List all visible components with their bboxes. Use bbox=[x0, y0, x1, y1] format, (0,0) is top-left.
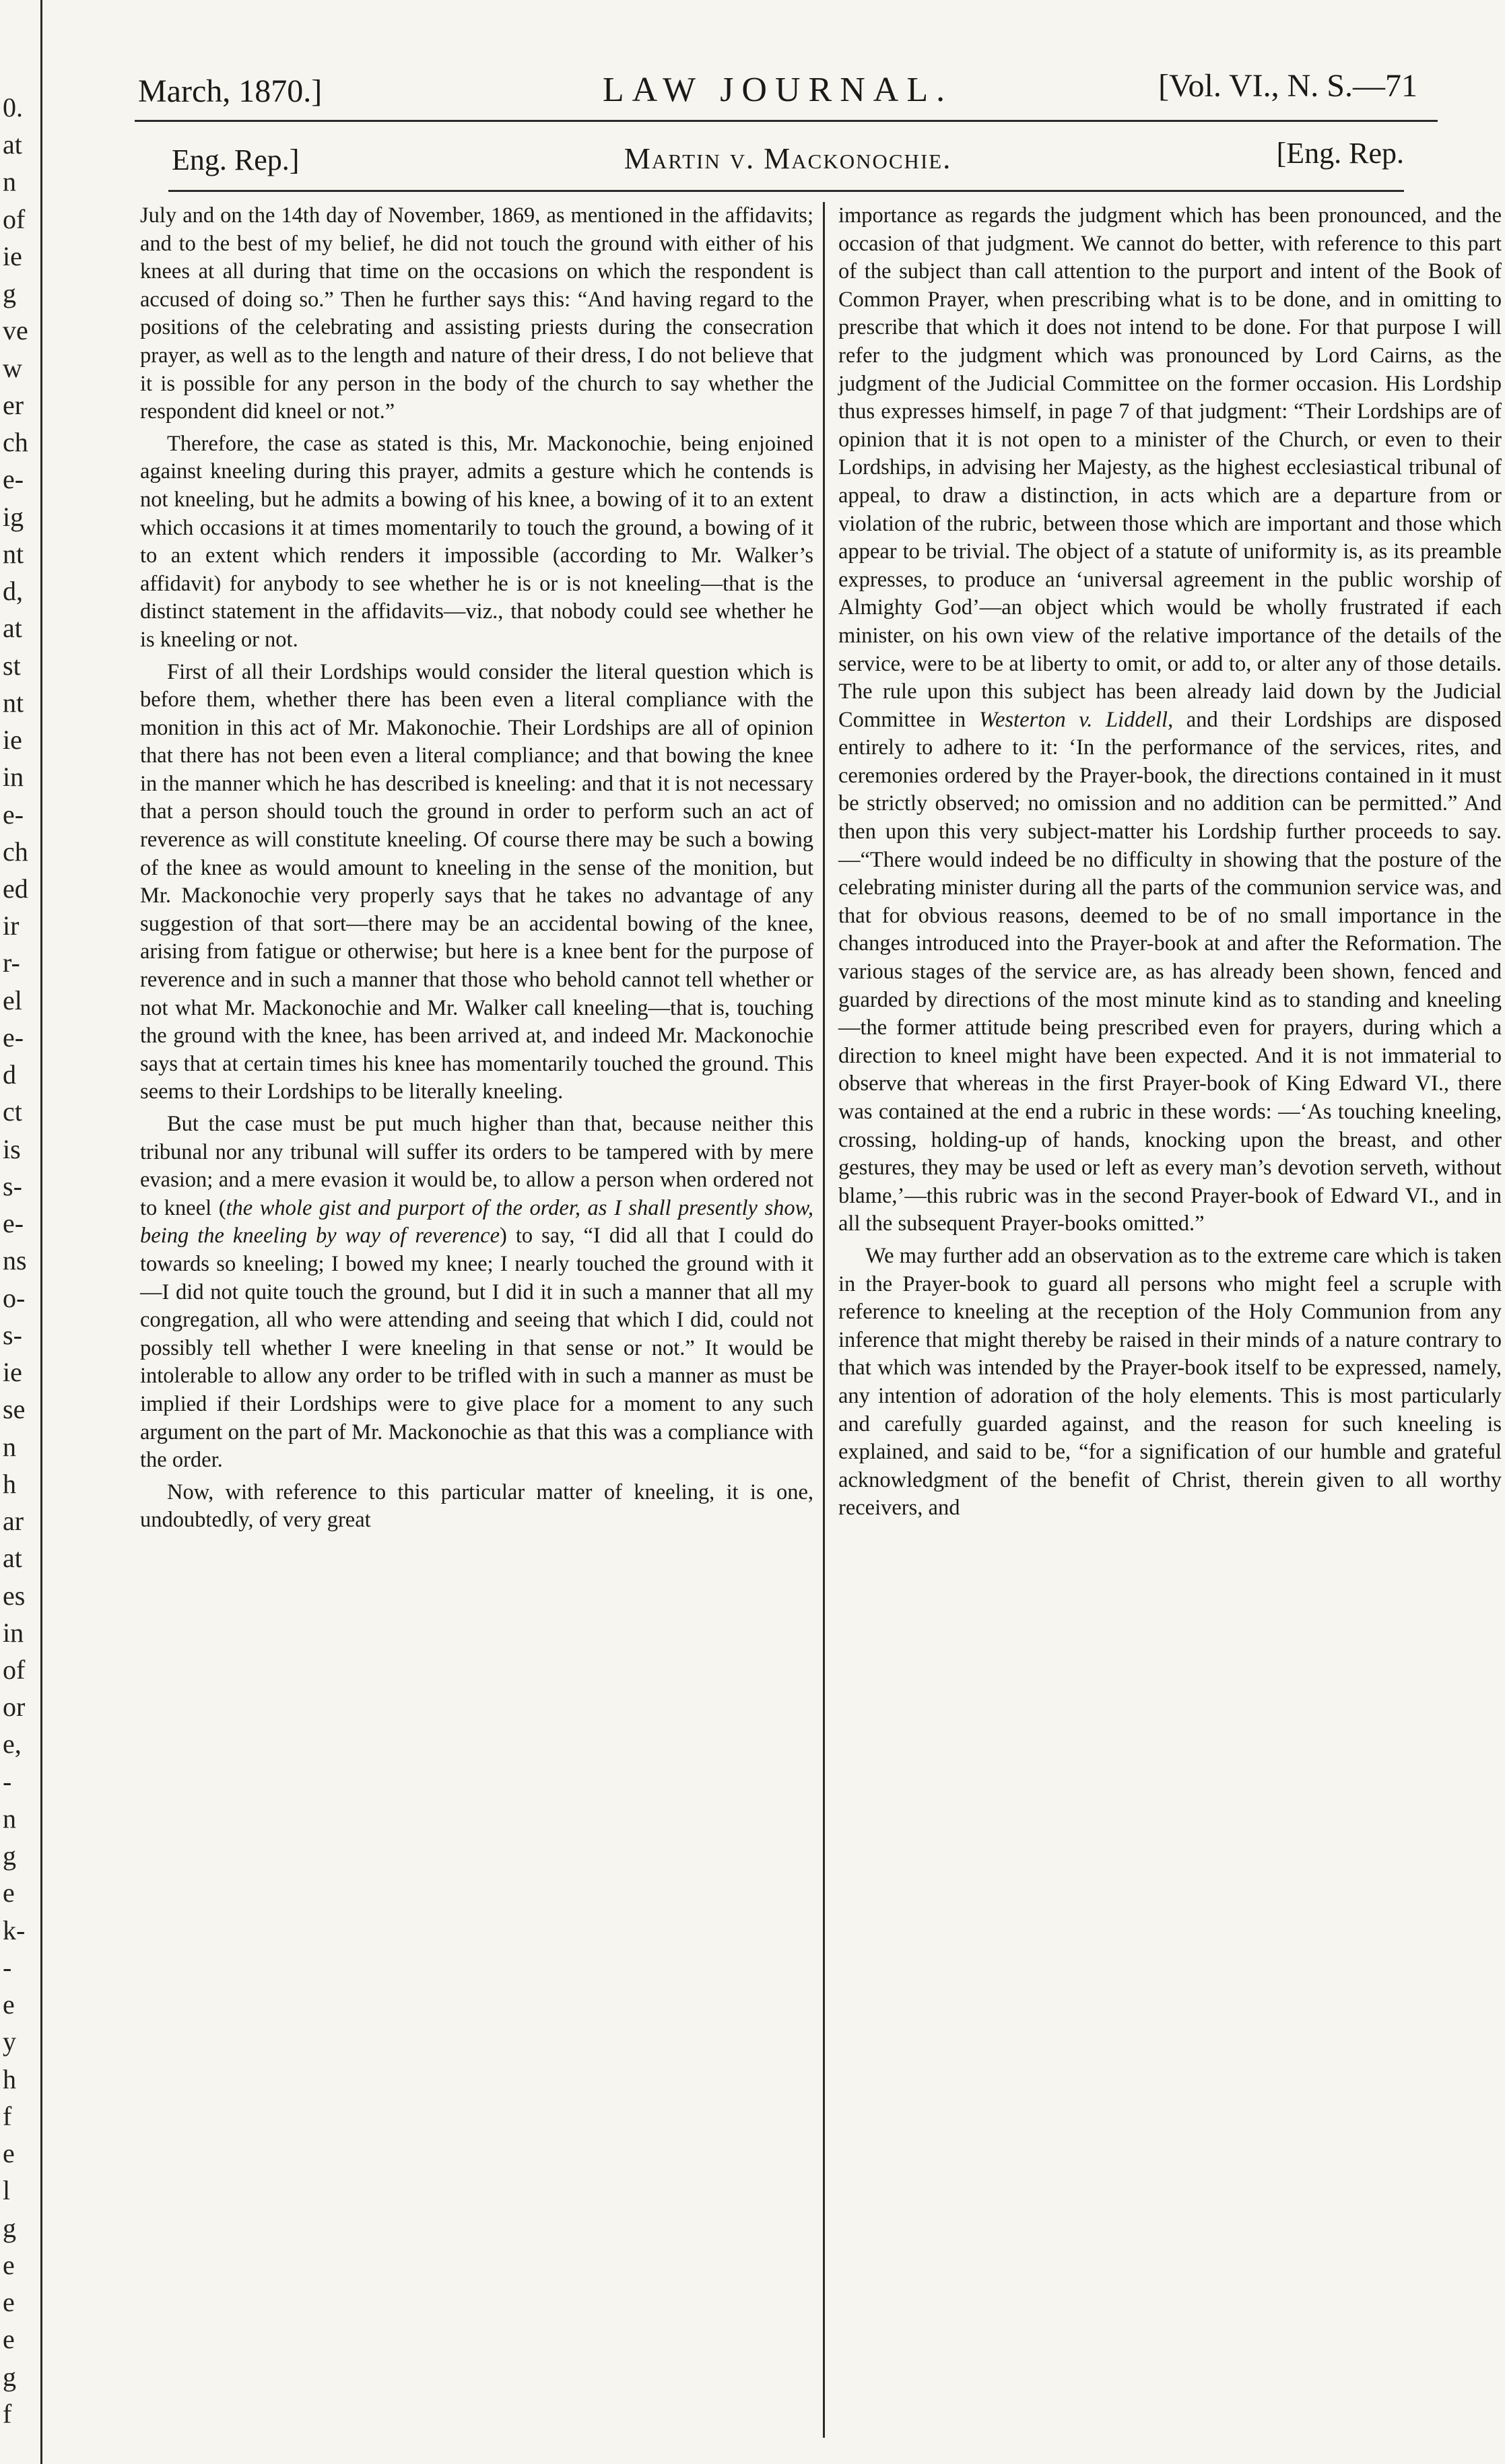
text-run: But the case must be put much higher than that, because neither this tribunal nor any tribunal will suffer its orders to be tampered with by mere evasion; and a mere evasion it would be, to allow a person when ordered not to kneel ( bbox=[140, 1112, 813, 1220]
margin-fragment: er bbox=[3, 389, 24, 420]
margin-fragment: e- bbox=[3, 464, 24, 495]
margin-fragment: h bbox=[3, 1468, 16, 1499]
column-divider bbox=[823, 202, 825, 2438]
margin-fragment: r- bbox=[3, 947, 20, 978]
header-rule bbox=[135, 120, 1438, 122]
margin-fragment: d bbox=[3, 1059, 16, 1090]
page-header bbox=[138, 59, 1417, 113]
margin-fragment: ed bbox=[3, 873, 28, 904]
paragraph: July and on the 14th day of November, 1869, as mentioned in the affidavits; and to the best of my belief, he did not touch the ground with either of his knees at all during that time on the occasions on which the respondent is accused of doing so.” Then he further says this: “And having regard to the positions of the celebrating and assisting priests during the consecration prayer, as well as to the length and nature of their dress, I do not believe that it is possible for any person in the body of the church to say whether the respondent did kneel or not.” bbox=[140, 203, 813, 424]
report-left: Eng. Rep.] bbox=[172, 143, 300, 176]
margin-fragment: or bbox=[3, 1692, 26, 1723]
right-column bbox=[838, 202, 1502, 2438]
journal-title: LAW JOURNAL. bbox=[602, 71, 954, 109]
paragraph: Therefore, the case as stated is this, Mr. Mackonochie, being enjoined against kneeling during this prayer, admits a gesture which he contends is not kneeling, but he admits a bowing of his knee, a bowing of it to an extent which occasions it at times momentarily to touch the ground, a bowing of it to an extent which renders it impossible (according to Mr. Walker’s affidavit) for anybody to see whether he is or is not kneeling—that is the distinct statement in the affidavits—viz., that nobody could see whether he is kneeling or not. bbox=[140, 431, 813, 652]
margin-fragment: is bbox=[3, 1133, 21, 1164]
margin-fragment: 0. bbox=[3, 92, 23, 123]
running-head bbox=[172, 133, 1404, 178]
margin-fragment: e bbox=[3, 2324, 15, 2355]
margin-fragment: e, bbox=[3, 1729, 22, 1760]
issue-date: March, 1870.] bbox=[138, 73, 323, 109]
margin-fragment: k- bbox=[3, 1914, 26, 1945]
subheader-rule bbox=[168, 190, 1404, 192]
margin-fragment: g bbox=[3, 278, 16, 309]
margin-fragment: g bbox=[3, 1840, 16, 1871]
margin-fragment: ch bbox=[3, 427, 28, 458]
margin-fragment: - bbox=[3, 1952, 12, 1983]
margin-fragment: - bbox=[3, 1766, 12, 1797]
paragraph: Now, with reference to this particular matter of kneeling, it is one, undoubtedly, of very great bbox=[140, 1479, 813, 1533]
margin-fragment: e bbox=[3, 2287, 15, 2318]
margin-fragment: ie bbox=[3, 240, 22, 271]
left-column bbox=[140, 202, 813, 2438]
margin-fragment: se bbox=[3, 1394, 26, 1425]
margin-fragment: o- bbox=[3, 1282, 26, 1313]
margin-fragment: at bbox=[3, 129, 22, 160]
margin-fragment: n bbox=[3, 1431, 16, 1462]
paragraph bbox=[838, 202, 1502, 1238]
margin-fragment: nt bbox=[3, 687, 24, 718]
margin-fragment: e- bbox=[3, 1208, 24, 1239]
margin-fragment: f bbox=[3, 2100, 12, 2131]
margin-fragment: at bbox=[3, 1543, 22, 1574]
text-run: , and their Lordships are disposed entirely to adhere to it: ‘In the performance of the services, rites, and ceremonies ordered by the Prayer-book, the directions contained in it must be strictly observed; no omission and no addition can be permitted.” And then upon this very subject-matter his Lordship further proceeds to say.—“There would indeed be no difficulty in showing that the posture of the celebrating minister during all the parts of the communion service was, and that for obvious reasons, deemed to be of no small importance in the changes introduced into the Prayer-book at and after the Reformation. The various stages of the service are, as has already been shown, fenced and guarded by directions of the most minute kind as to standing and kneeling—the former attitude being prescribed even for prayers, during which a direction to kneel might have been expected. And it is not immaterial to observe that whereas in the first Prayer-book of King Edward VI., there was contained at the end a rubric in these words: —‘As touching kneeling, crossing, holding-up of hands, knocking upon the breast, and other gestures, they may be used or left as every man’s devotion serveth, without blame,’—this rubric was in the second Prayer-book of Edward VI., and in all the subsequent Prayer-books omitted.” bbox=[838, 707, 1502, 1236]
margin-fragment: y bbox=[3, 2026, 16, 2057]
margin-fragment: st bbox=[3, 650, 21, 681]
margin-fragment: s- bbox=[3, 1319, 22, 1350]
margin-fragment: e bbox=[3, 2138, 15, 2169]
margin-fragment: e bbox=[3, 2249, 15, 2280]
margin-fragment: nt bbox=[3, 538, 24, 569]
margin-fragment: in bbox=[3, 1617, 24, 1648]
margin-fragment: el bbox=[3, 985, 22, 1015]
margin-fragment: w bbox=[3, 352, 22, 383]
margin-fragment: of bbox=[3, 203, 26, 234]
margin-fragment: es bbox=[3, 1580, 26, 1611]
case-name: Martin v. Mackonochie. bbox=[624, 142, 952, 175]
margin-fragment: ir bbox=[3, 910, 20, 941]
margin-fragment: n bbox=[3, 1803, 16, 1834]
italic-run: the whole gist and purport of the order, as I shall presently show, being the kneeling by way of reverence bbox=[140, 1195, 813, 1248]
margin-fragment: e bbox=[3, 1877, 15, 1908]
margin-fragment: ns bbox=[3, 1245, 27, 1276]
margin-fragment: g bbox=[3, 2361, 16, 2392]
margin-fragment: h bbox=[3, 2063, 16, 2094]
margin-fragment: ar bbox=[3, 1506, 24, 1537]
margin-fragment: e bbox=[3, 1989, 15, 2020]
margin-fragment: f bbox=[3, 2398, 12, 2429]
margin-fragment: e- bbox=[3, 1022, 24, 1053]
paragraph: We may further add an observation as to the extreme care which is taken in the Prayer-book to guard all persons who might feel a scruple with reference to kneeling at the reception of the Holy Communion from any inference that might thereby be raised in their minds of a nature contrary to that which was intended by the Prayer-book itself to be expressed, namely, any intention of adoration of the holy elements. This is most particularly and carefully guarded against, and the reason for such kneeling is explained, and said to be, “for a signification of our humble and grateful acknowledgment of the benefit of Christ, therein given to all worthy receivers, and bbox=[838, 1243, 1502, 1521]
margin-fragment: of bbox=[3, 1655, 26, 1685]
margin-fragment: ig bbox=[3, 501, 24, 532]
paragraph: First of all their Lordships would consider the literal question which is before them, whether there has been even a literal compliance with the monition in this act of Mr. Makonochie. Their Lordships are all of opinion that there has not been even a literal compliance; and that bowing the knee in the manner which he has described is kneeling: and that it is not necessary that a person should touch the ground in order to perform such an act of reverence as will constitute kneeling. Of course there may be such a bowing of the knee as would amount to kneeling in the sense of the monition, but Mr. Mackonochie very properly says that he takes no advantage of any suggestion of that sort—there may be an accidental bowing of the knee, arising from fatigue or otherwise; but here is a knee bent for the purpose of reverence and in such a manner that those who behold cannot tell whether or not what Mr. Mackonochie and Mr. Walker call kneeling—that is, touching the ground with the knee, has been arrived at, and indeed Mr. Mackonochie says that at certain times his knee has momentarily touched the ground. This seems to their Lordships to be literally kneeling. bbox=[140, 659, 813, 1104]
margin-fragment: ie bbox=[3, 725, 22, 756]
report-right: [Eng. Rep. bbox=[1276, 137, 1404, 170]
text-run: ) to say, “I did all that I could do towards so kneeling; I bowed my knee; I nearly touched the ground with it—I did not quite touch the ground, but I did it in such a manner that all my congregation, all who were attending and seeing that which I did, could not possibly tell whether I were kneeling in that sense or not.” It would be intolerable to allow any order to be trifled with in such a manner as must be implied if their Lordships were to give place for a moment to any such argument on the part of Mr. Mackonochie as that this was a compliance with the order. bbox=[140, 1224, 814, 1473]
italic-run: Westerton v. Liddell bbox=[978, 707, 1168, 732]
margin-fragment: ie bbox=[3, 1357, 22, 1388]
margin-fragment: ve bbox=[3, 315, 28, 346]
margin-fragment: ct bbox=[3, 1096, 22, 1127]
margin-fragment: s- bbox=[3, 1170, 22, 1201]
margin-fragment: l bbox=[3, 2175, 11, 2206]
margin-fragment: ch bbox=[3, 836, 28, 867]
margin-fragment: at bbox=[3, 613, 22, 644]
margin-fragment: d, bbox=[3, 576, 23, 607]
margin-fragment: e- bbox=[3, 799, 24, 830]
margin-fragment: g bbox=[3, 2212, 16, 2243]
text-run: importance as regards the judgment which has been pronounced, and the occasion of that judgment. We cannot do better, with reference to this part of the subject than call attention to the purport and intent of the Book of Common Prayer, when prescribing what is to be done, and in omitting to prescribe that which it does not intend to be done. For that purpose I will refer to the judgment which was pronounced by Lord Cairns, as the judgment of the Judicial Committee on the former occasion. His Lordship thus expresses himself, in page 7 of that judgment: “Their Lordships are of opinion that it is not open to a minister of the Church, or even to their Lordships, in advising her Majesty, as the highest ecclesiastical tribunal of appeal, to draw a distinction, in acts which are a departure from or violation of the rubric, between those which are important and those which appear to be trivial. The object of a statute of uniformity is, as its preamble expresses, to produce an ‘universal agreement in the public worship of Almighty God’—an object which would be wholly frustrated if each minister, on his own view of the relative importance of the details of the service, were to be at liberty to omit, or add to, or alter any of those details. The rule upon this subject has been already laid down by the Judicial Committee in bbox=[838, 203, 1502, 732]
margin-fragment: n bbox=[3, 166, 16, 197]
volume-page: [Vol. VI., N. S.—71 bbox=[1158, 68, 1417, 104]
binding-edge bbox=[0, 0, 42, 2464]
margin-fragment: in bbox=[3, 762, 24, 793]
paragraph bbox=[140, 1110, 813, 1475]
